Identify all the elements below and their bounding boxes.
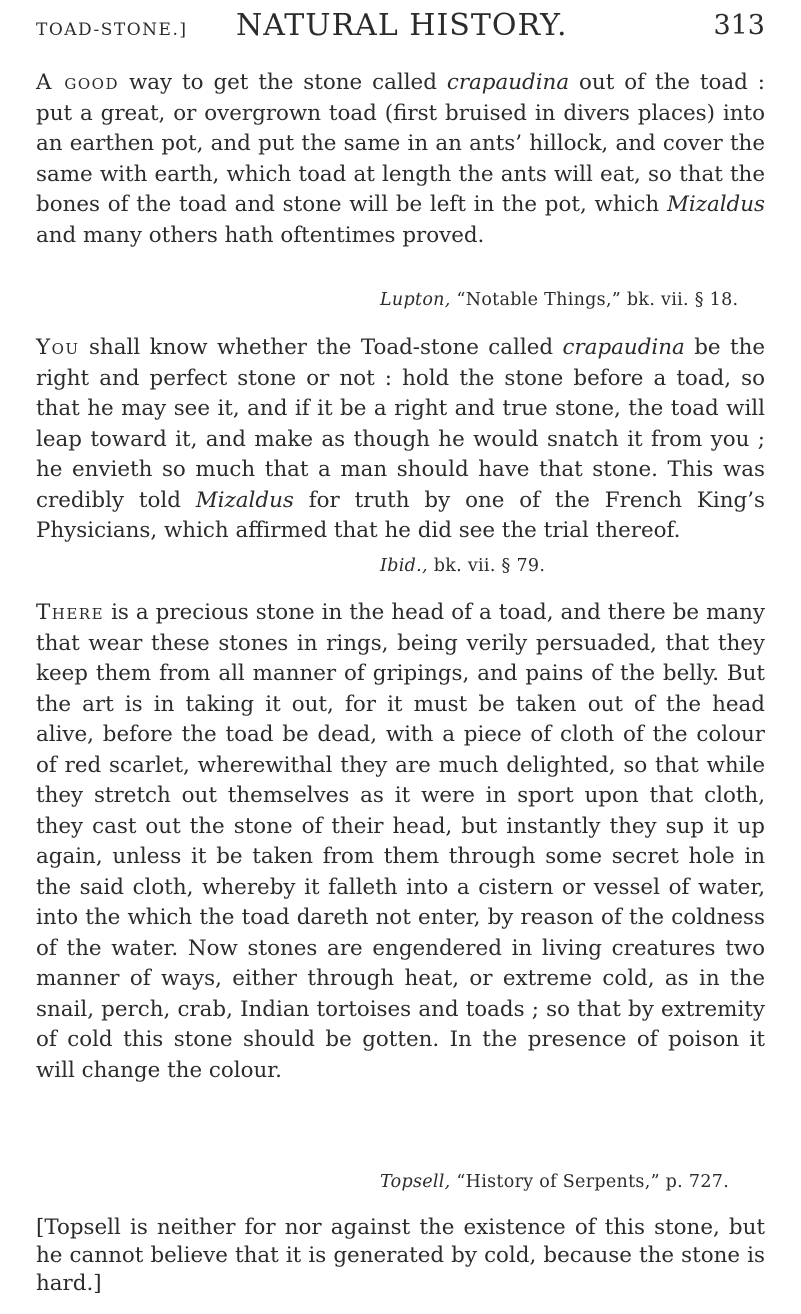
citation-source: “History of Serpents,” p. 727. bbox=[450, 1172, 730, 1192]
passage-text: way to get the stone called bbox=[119, 70, 447, 95]
italic-term: crapaudina bbox=[562, 335, 685, 360]
citation-author: Ibid., bbox=[380, 556, 428, 576]
citation-2 bbox=[380, 556, 545, 576]
citation-1 bbox=[380, 290, 738, 310]
citation-author: Topsell, bbox=[380, 1172, 451, 1192]
passage-3 bbox=[36, 598, 765, 1086]
passage-text: out of the toad : put a great, or overgrown toad (first bruised in divers places) into an earthen pot, and put the same in an ants’ hillock, and cover the same with earth, which toad at length the ants will eat, so that the bones of the toad and stone will be left in the pot, which bbox=[36, 70, 765, 217]
passage-text: be the right and perfect stone or not : hold the stone before a toad, so that he may see it, and if it be a right and true stone, the toad will leap toward it, and make as though he would snatch it from you ; he envieth so much that a man should have that stone. This was credibly told bbox=[36, 335, 766, 513]
editorial-note: [Topsell is neither for nor against the existence of this stone, but he cannot believe that it is generated by cold, because the stone is hard.] bbox=[36, 1215, 765, 1296]
citation-source: bk. vii. § 79. bbox=[427, 556, 546, 576]
italic-term: crapaudina bbox=[446, 70, 570, 95]
citation-3 bbox=[380, 1172, 729, 1192]
passage-lead: You bbox=[36, 335, 80, 360]
citation-author: Lupton, bbox=[380, 290, 451, 310]
italic-name: Mizaldus bbox=[666, 192, 765, 217]
passage-text: for truth by one of the French King’s Physicians, which affirmed that he did see the trial thereof. bbox=[36, 487, 765, 543]
passage-lead: A good bbox=[36, 70, 119, 95]
page-title: NATURAL HISTORY. bbox=[236, 8, 568, 43]
passage-text: and many others hath oftentimes proved. bbox=[36, 222, 485, 248]
passage-2 bbox=[36, 333, 765, 547]
passage-1 bbox=[36, 68, 765, 251]
page-number: 313 bbox=[713, 10, 765, 41]
citation-source: “Notable Things,” bk. vii. § 18. bbox=[450, 290, 739, 310]
passage-lead: There bbox=[36, 600, 105, 625]
passage-text: shall know whether the Toad-stone called bbox=[79, 335, 563, 360]
passage-text: is a precious stone in the head of a toad, and there be many that wear these stones in rings, being verily persuaded, that they keep them from all manner of gripings, and pains of the belly. But the art is in taking it out, for it must be taken out of the head alive, before the toad be dead, with a piece of cloth of the colour of red scarlet, wherewithal they are much delighted, so that while they stretch out themselves as it were in sport upon that cloth, they cast out the stone of their head, but instantly they sup it up again, unless it be taken from them through some secret hole in the said cloth, whereby it falleth into a cistern or vessel of water, into the which the toad dareth not enter, by reason of the coldness of the water. Now stones are engendered in living creatures two manner of ways, either through heat, or extreme cold, as in the snail, perch, crab, Indian tortoises and toads ; so that by extremity of cold this stone should be gotten. In the presence of poison it will change the colour. bbox=[36, 600, 765, 1083]
running-head bbox=[36, 4, 765, 48]
section-heading: TOAD-STONE.] bbox=[36, 20, 188, 40]
italic-name: Mizaldus bbox=[195, 487, 294, 513]
